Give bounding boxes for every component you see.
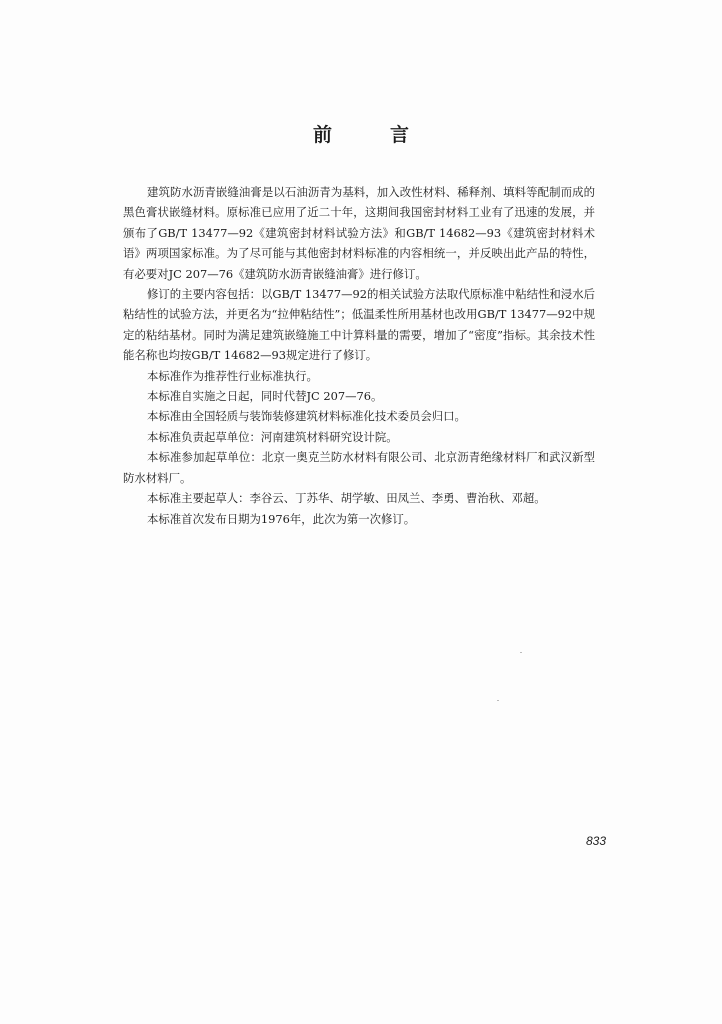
page-title: 前言 bbox=[312, 124, 467, 146]
paragraph-committee: 本标准由全国轻质与装饰装修建筑材料标准化技术委员会归口。 bbox=[147, 409, 466, 424]
paragraph-history: 本标准首次发布日期为1976年，此次为第一次修订。 bbox=[147, 511, 416, 526]
foreword-body bbox=[123, 182, 595, 529]
paragraph-authors: 本标准主要起草人：李谷云、丁苏华、胡学敏、田凤兰、李勇、曹治秋、邓超。 bbox=[147, 491, 546, 506]
paragraph-co-drafters: 本标准参加起草单位：北京一奥克兰防水材料有限公司、北京沥青绝缘材料厂和武汉新型防水材料厂。 bbox=[123, 450, 595, 485]
paragraph-lead-drafter: 本标准负责起草单位：河南建筑材料研究设计院。 bbox=[147, 429, 398, 444]
paragraph-revisions: 修订的主要内容包括：以GB/T 13477—92的相关试验方法取代原标准中粘结性和浸水后粘结性的试验方法，并更名为“拉伸粘结性”；低温柔性所用基材也改用GB/T 13477—92中规定的粘结基材。同时为满足建筑嵌缝施工中计算料量的需要，增加了“密度”指标。其余技术性能名称也均按GB/T 14682—93规定进行了修订。 bbox=[123, 287, 595, 363]
paragraph-replacement: 本标准自实施之日起，同时代替JC 207—76。 bbox=[147, 389, 383, 404]
paragraph-status: 本标准作为推荐性行业标准执行。 bbox=[147, 368, 318, 383]
scan-speck bbox=[497, 700, 499, 701]
page-number: 833 bbox=[586, 834, 607, 848]
scan-speck bbox=[520, 652, 522, 653]
paragraph-background: 建筑防水沥青嵌缝油膏是以石油沥青为基料，加入改性材料、稀释剂、填料等配制而成的黑色膏状嵌缝材料。原标准已应用了近二十年，这期间我国密封材料工业有了迅速的发展，并颁布了GB/T 13477—92《建筑密封材料试验方法》和GB/T 14682—93《建筑密封材料术语》两项国家标准。为了尽可能与其他密封材料标准的内容相统一，并反映出此产品的特性，有必要对JC 207—76《建筑防水沥青嵌缝油膏》进行修订。 bbox=[123, 185, 595, 281]
